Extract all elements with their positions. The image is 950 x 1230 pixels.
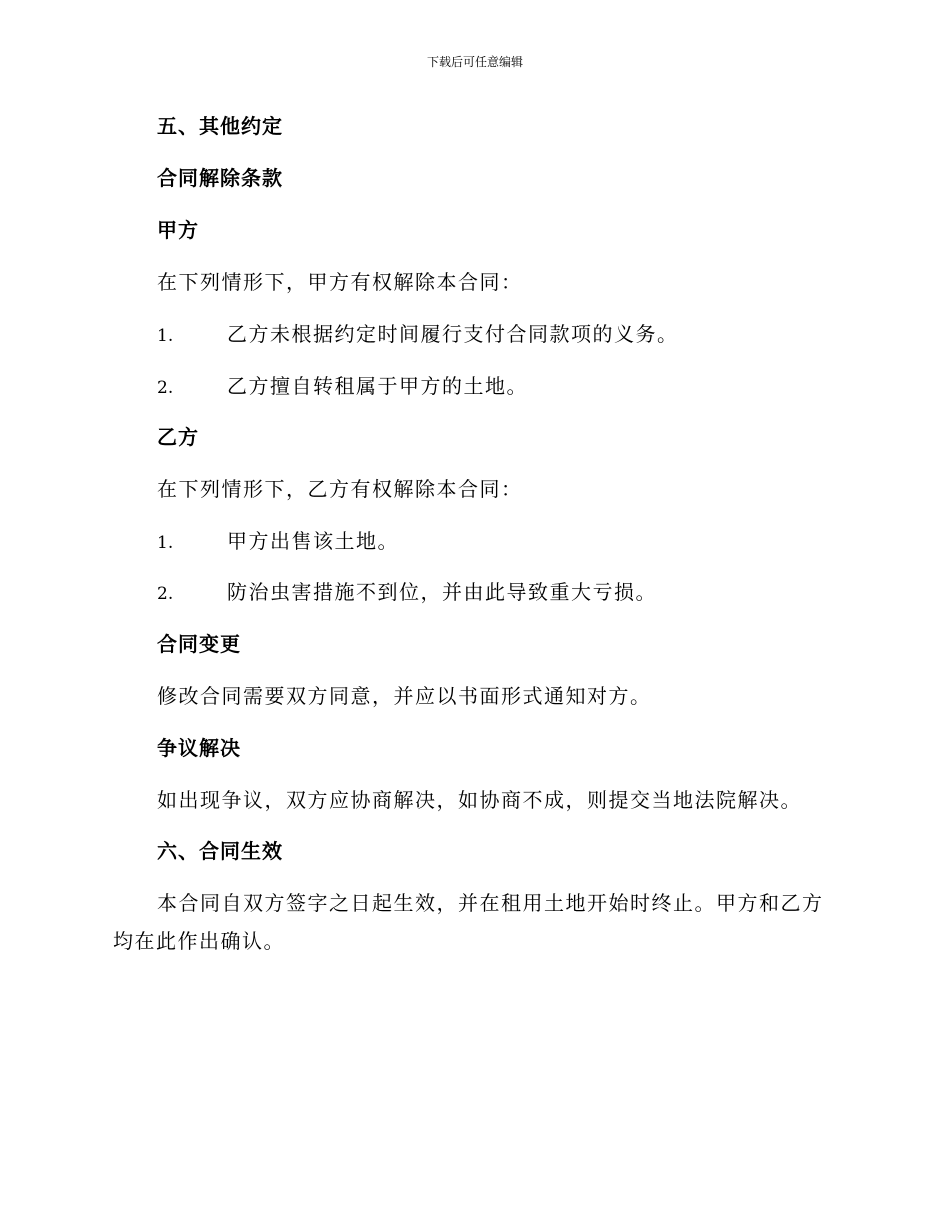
party-b-title: 乙方: [157, 425, 199, 449]
party-a-intro: 在下列情形下，甲方有权解除本合同：: [157, 270, 523, 294]
section-6-text: 本合同自双方签字之日起生效，并在租用土地开始时终止。甲方和乙方均在此作出确认。: [113, 891, 824, 953]
party-b-item-1: [157, 527, 399, 557]
section-5-title: 五、其他约定: [157, 114, 283, 138]
list-text: 甲方出售该土地。: [227, 529, 399, 553]
party-a-item-1: [157, 320, 679, 350]
list-text: 乙方擅自转租属于甲方的土地。: [227, 374, 528, 398]
list-text: 防治虫害措施不到位，并由此导致重大亏损。: [227, 580, 657, 604]
dispute-text: 如出现争议，双方应协商解决，如协商不成，则提交当地法院解决。: [157, 788, 802, 812]
dispute-title: 争议解决: [157, 736, 241, 760]
page-header: 下载后可任意编辑: [426, 55, 523, 69]
section-6-title: 六、合同生效: [157, 839, 283, 863]
party-b-intro: 在下列情形下，乙方有权解除本合同：: [157, 477, 523, 501]
list-number: 1.: [157, 533, 174, 553]
termination-title: 合同解除条款: [157, 166, 283, 190]
list-number: 1.: [157, 326, 174, 346]
list-number: 2.: [157, 584, 174, 604]
change-title: 合同变更: [157, 632, 241, 656]
party-a-item-2: [157, 372, 528, 402]
list-number: 2.: [157, 378, 174, 398]
party-a-title: 甲方: [157, 218, 199, 242]
party-b-item-2: [157, 578, 657, 608]
change-text: 修改合同需要双方同意，并应以书面形式通知对方。: [157, 684, 652, 708]
list-text: 乙方未根据约定时间履行支付合同款项的义务。: [227, 322, 679, 346]
